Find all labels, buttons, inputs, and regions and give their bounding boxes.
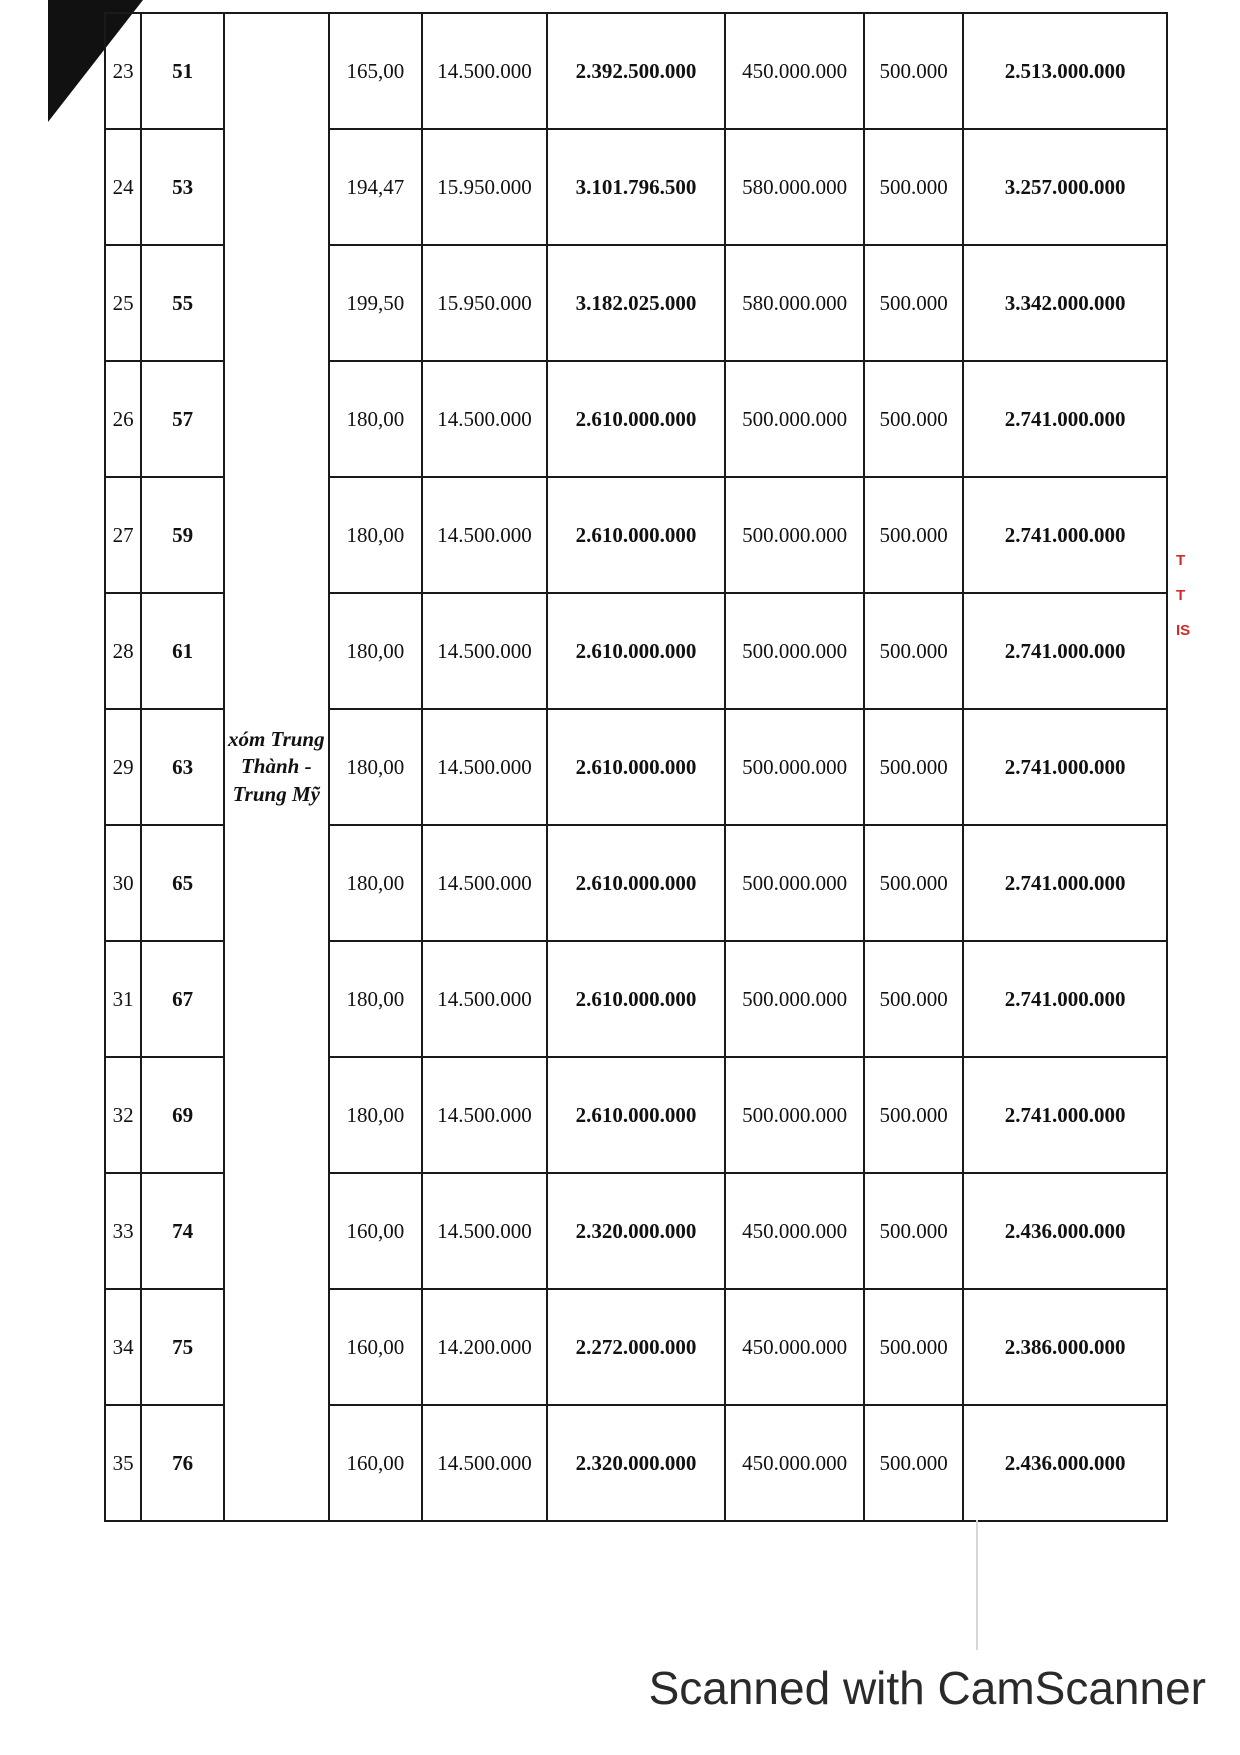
total-cell: 2.513.000.000 (963, 13, 1167, 129)
value-b-cell: 450.000.000 (725, 1405, 864, 1521)
fee-cell: 500.000 (864, 1057, 963, 1173)
lot-number-cell: 53 (141, 129, 224, 245)
fee-cell: 500.000 (864, 1405, 963, 1521)
area-cell: 180,00 (329, 593, 423, 709)
fee-cell: 500.000 (864, 129, 963, 245)
row-number-cell: 35 (105, 1405, 141, 1521)
value-b-cell: 500.000.000 (725, 709, 864, 825)
land-value-cell: 3.101.796.500 (547, 129, 725, 245)
value-b-cell: 500.000.000 (725, 361, 864, 477)
table-row (105, 13, 1167, 129)
unit-price-cell: 14.500.000 (422, 941, 546, 1057)
row-number-cell: 28 (105, 593, 141, 709)
row-number-cell: 34 (105, 1289, 141, 1405)
unit-price-cell: 14.500.000 (422, 477, 546, 593)
fee-cell: 500.000 (864, 13, 963, 129)
value-b-cell: 500.000.000 (725, 941, 864, 1057)
total-cell: 2.741.000.000 (963, 941, 1167, 1057)
row-number-cell: 23 (105, 13, 141, 129)
lot-number-cell: 59 (141, 477, 224, 593)
lot-number-cell: 63 (141, 709, 224, 825)
land-value-cell: 2.610.000.000 (547, 709, 725, 825)
total-cell: 2.436.000.000 (963, 1405, 1167, 1521)
land-price-table (104, 12, 1168, 1522)
red-stamp-fragment (1176, 552, 1206, 742)
land-value-cell: 2.610.000.000 (547, 477, 725, 593)
area-cell: 180,00 (329, 477, 423, 593)
row-number-cell: 26 (105, 361, 141, 477)
land-value-cell: 2.610.000.000 (547, 1057, 725, 1173)
stamp-text: T (1176, 552, 1186, 569)
row-number-cell: 25 (105, 245, 141, 361)
lot-number-cell: 51 (141, 13, 224, 129)
row-number-cell: 27 (105, 477, 141, 593)
unit-price-cell: 14.500.000 (422, 361, 546, 477)
value-b-cell: 450.000.000 (725, 1173, 864, 1289)
value-b-cell: 450.000.000 (725, 1289, 864, 1405)
land-value-cell: 2.272.000.000 (547, 1289, 725, 1405)
row-number-cell: 33 (105, 1173, 141, 1289)
land-value-cell: 2.610.000.000 (547, 825, 725, 941)
unit-price-cell: 14.500.000 (422, 709, 546, 825)
unit-price-cell: 14.500.000 (422, 13, 546, 129)
lot-number-cell: 76 (141, 1405, 224, 1521)
area-cell: 160,00 (329, 1405, 423, 1521)
fee-cell: 500.000 (864, 477, 963, 593)
value-b-cell: 450.000.000 (725, 13, 864, 129)
table-body (105, 13, 1167, 1521)
value-b-cell: 500.000.000 (725, 593, 864, 709)
total-cell: 2.741.000.000 (963, 593, 1167, 709)
unit-price-cell: 14.500.000 (422, 1057, 546, 1173)
unit-price-cell: 14.500.000 (422, 825, 546, 941)
area-cell: 199,50 (329, 245, 423, 361)
stamp-text: T (1176, 587, 1186, 604)
lot-number-cell: 55 (141, 245, 224, 361)
lot-number-cell: 74 (141, 1173, 224, 1289)
total-cell: 2.741.000.000 (963, 709, 1167, 825)
land-value-cell: 3.182.025.000 (547, 245, 725, 361)
row-number-cell: 24 (105, 129, 141, 245)
total-cell: 2.741.000.000 (963, 825, 1167, 941)
total-cell: 3.342.000.000 (963, 245, 1167, 361)
area-cell: 180,00 (329, 825, 423, 941)
area-cell: 180,00 (329, 1057, 423, 1173)
area-cell: 194,47 (329, 129, 423, 245)
total-cell: 2.741.000.000 (963, 1057, 1167, 1173)
unit-price-cell: 15.950.000 (422, 129, 546, 245)
total-cell: 2.386.000.000 (963, 1289, 1167, 1405)
fee-cell: 500.000 (864, 245, 963, 361)
land-value-cell: 2.610.000.000 (547, 593, 725, 709)
camscanner-watermark: Scanned with CamScanner (648, 1662, 1206, 1714)
value-b-cell: 580.000.000 (725, 245, 864, 361)
fee-cell: 500.000 (864, 1173, 963, 1289)
land-value-cell: 2.320.000.000 (547, 1405, 725, 1521)
total-cell: 2.741.000.000 (963, 361, 1167, 477)
lot-number-cell: 67 (141, 941, 224, 1057)
stamp-text: IS (1176, 622, 1191, 639)
lot-number-cell: 61 (141, 593, 224, 709)
total-cell: 3.257.000.000 (963, 129, 1167, 245)
land-value-cell: 2.610.000.000 (547, 361, 725, 477)
unit-price-cell: 14.500.000 (422, 1405, 546, 1521)
scan-edge-line (976, 1520, 978, 1650)
area-cell: 160,00 (329, 1173, 423, 1289)
unit-price-cell: 14.200.000 (422, 1289, 546, 1405)
value-b-cell: 500.000.000 (725, 825, 864, 941)
value-b-cell: 580.000.000 (725, 129, 864, 245)
area-cell: 165,00 (329, 13, 423, 129)
value-b-cell: 500.000.000 (725, 1057, 864, 1173)
fee-cell: 500.000 (864, 825, 963, 941)
row-number-cell: 30 (105, 825, 141, 941)
unit-price-cell: 15.950.000 (422, 245, 546, 361)
fee-cell: 500.000 (864, 941, 963, 1057)
row-number-cell: 29 (105, 709, 141, 825)
lot-number-cell: 65 (141, 825, 224, 941)
street-name-cell: xóm Trung Thành - Trung Mỹ (224, 13, 329, 1521)
fee-cell: 500.000 (864, 1289, 963, 1405)
fee-cell: 500.000 (864, 361, 963, 477)
lot-number-cell: 57 (141, 361, 224, 477)
unit-price-cell: 14.500.000 (422, 593, 546, 709)
area-cell: 180,00 (329, 709, 423, 825)
lot-number-cell: 75 (141, 1289, 224, 1405)
land-value-cell: 2.320.000.000 (547, 1173, 725, 1289)
total-cell: 2.436.000.000 (963, 1173, 1167, 1289)
value-b-cell: 500.000.000 (725, 477, 864, 593)
land-value-cell: 2.392.500.000 (547, 13, 725, 129)
land-value-cell: 2.610.000.000 (547, 941, 725, 1057)
lot-number-cell: 69 (141, 1057, 224, 1173)
total-cell: 2.741.000.000 (963, 477, 1167, 593)
area-cell: 180,00 (329, 941, 423, 1057)
fee-cell: 500.000 (864, 593, 963, 709)
area-cell: 160,00 (329, 1289, 423, 1405)
area-cell: 180,00 (329, 361, 423, 477)
fee-cell: 500.000 (864, 709, 963, 825)
unit-price-cell: 14.500.000 (422, 1173, 546, 1289)
row-number-cell: 32 (105, 1057, 141, 1173)
row-number-cell: 31 (105, 941, 141, 1057)
